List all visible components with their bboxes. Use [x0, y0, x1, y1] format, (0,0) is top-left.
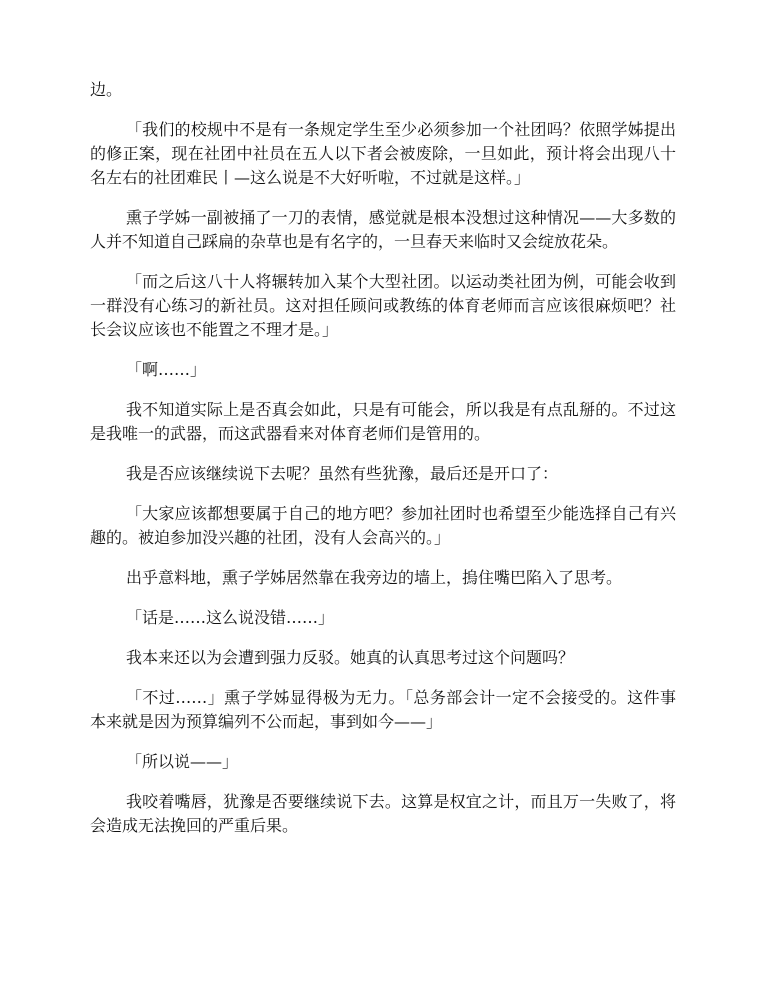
paragraph: 出乎意料地，熏子学姊居然靠在我旁边的墙上，摀住嘴巴陷入了思考。 [126, 568, 623, 587]
paragraph: 我咬着嘴唇，犹豫是否要继续说下去。这算是权宜之计，而且万一失败了，将会造成无法挽回的严重后果。 [90, 792, 676, 835]
paragraph: 「话是……这么说没错……」 [126, 608, 335, 627]
paragraph: 我不知道实际上是否真会如此，只是有可能会，所以我是有点乱掰的。不过这是我唯一的武器，而这武器看来对体育老师们是管用的。 [90, 400, 676, 443]
paragraph: 边。 [90, 80, 123, 99]
paragraph: 我本来还以为会遭到强力反驳。她真的认真思考过这个问题吗？ [126, 648, 575, 667]
paragraph: 我是否应该继续说下去呢？虽然有些犹豫，最后还是开口了： [126, 464, 559, 483]
document-body [90, 78, 676, 854]
paragraph: 「所以说——」 [126, 752, 239, 771]
paragraph: 「啊……」 [126, 360, 207, 379]
paragraph: 「我们的校规中不是有一条规定学生至少必须参加一个社团吗？依照学姊提出的修正案，现在社团中社员在五人以下者会被废除，一旦如此，预计将会出现八十名左右的社团难民丨—这么说是不大好听啦，不过就是这样。」 [90, 120, 676, 187]
paragraph: 「而之后这八十人将辗转加入某个大型社团。以运动类社团为例，可能会收到一群没有心练习的新社员。这对担任顾问或教练的体育老师而言应该很麻烦吧？社长会议应该也不能置之不理才是。」 [90, 272, 676, 339]
paragraph: 「不过……」熏子学姊显得极为无力。「总务部会计一定不会接受的。这件事本来就是因为预算编列不公而起，事到如今——」 [90, 688, 676, 731]
paragraph: 熏子学姊一副被捅了一刀的表情，感觉就是根本没想过这种情况——大多数的人并不知道自己踩扁的杂草也是有名字的，一旦春天来临时又会绽放花朵。 [90, 208, 676, 251]
paragraph: 「大家应该都想要属于自己的地方吧？参加社团时也希望至少能选择自己有兴趣的。被迫参加没兴趣的社团，没有人会高兴的。」 [90, 504, 676, 547]
